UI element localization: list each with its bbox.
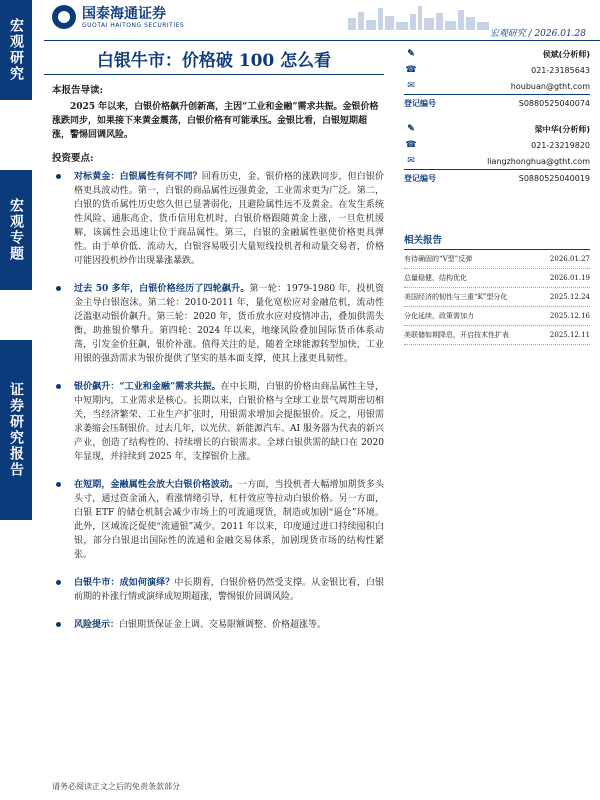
point-heading: 对标黄金：白银属性有何不同？	[74, 172, 202, 182]
related-report-date: 2026.01.27	[549, 255, 590, 263]
related-report-item[interactable]	[404, 250, 590, 269]
pen-icon: ✎	[407, 49, 415, 59]
related-reports	[404, 232, 590, 345]
bullet-dot-icon	[56, 286, 61, 291]
related-report-title: 分化延续，政策需加力	[404, 312, 474, 320]
sidebar-tag-securities-report: 证券研究报告	[0, 340, 32, 520]
point-item	[52, 282, 384, 366]
points-list	[52, 170, 384, 632]
point-heading: 过去 50 多年，白银价格经历了四轮飙升。	[74, 284, 250, 294]
city-skyline-icon	[344, 4, 494, 30]
logo-circle-icon	[52, 5, 76, 29]
point-item	[52, 618, 384, 632]
point-heading: 风险提示：	[74, 620, 120, 630]
point-text: 在中长期，白银的价格由商品属性主导，中短期内，工业需求是核心。长期以来，白银价格与全球工业景气周期密切相关，当经济繁荣、工业生产扩张时，用银需求增加会提振银价。反之，用银需求萎缩会压制银价。过去几年，以光伏、新能源汽车、AI 服务器为代表的新兴产业，创造了结构性的、持续增长的白银需求。全球白银供需的缺口在 2020 年显现，并持续到 2025 年，支撑银价上涨。	[74, 382, 384, 462]
phone-icon: ☎	[405, 140, 417, 150]
point-heading: 在短期，金融属性会放大白银价格波动。	[74, 480, 239, 490]
related-report-item[interactable]	[404, 269, 590, 288]
analyst-phone[interactable]: 021-23219820	[531, 140, 590, 150]
point-item	[52, 380, 384, 464]
related-report-item[interactable]	[404, 326, 590, 345]
registration-number: S0880525040074	[518, 98, 590, 108]
bullet-dot-icon	[56, 580, 61, 585]
analyst-panel	[404, 46, 590, 196]
pen-icon: ✎	[407, 124, 415, 134]
phone-icon: ☎	[405, 65, 417, 75]
bullet-dot-icon	[56, 174, 61, 179]
related-reports-title: 相关报告	[404, 232, 590, 250]
main-content	[52, 82, 384, 646]
points-label: 投资要点:	[52, 153, 94, 164]
point-text: 白银期货保证金上调、交易限额调整、价格超涨等。	[119, 620, 327, 630]
email-icon: ✉	[407, 81, 415, 91]
bullet-dot-icon	[56, 482, 61, 487]
bullet-dot-icon	[56, 622, 61, 627]
report-title: 白银牛市：价格破 100 怎么看	[96, 51, 332, 71]
header-divider	[44, 40, 600, 41]
analyst-name: 梁中华(分析师)	[534, 124, 590, 134]
related-report-title: 美联储如期降息，开启技术性扩表	[404, 331, 509, 339]
related-report-title: 美国经济的韧性与三重“K”型分化	[404, 293, 508, 301]
related-report-date: 2025.12.11	[549, 331, 590, 339]
sidebar-tag-macro-topic: 宏观专题	[0, 170, 32, 290]
title-divider	[44, 74, 384, 75]
registration-number: S0880525040019	[518, 173, 590, 183]
point-item	[52, 478, 384, 562]
related-report-item[interactable]	[404, 288, 590, 307]
sidebar	[0, 0, 32, 800]
point-text: 一方面，当投机者大幅增加期货多头头寸，通过资金涌入，看涨情绪引导，杠杆效应等拉动白银价格。另一方面，白银 ETF 的储仓机制会减少市场上的可流通现货，制造或加剧“逼仓”环境。此外，区域流泛促使“流通银”减少。2011 年以来，印度通过进口持续囤积白银，部分白银退出国际性的流通和金融交易体系，加剧现货市场的结构性紧张。	[74, 480, 384, 560]
point-heading: 银价飙升：“工业和金融”需求共振。	[74, 382, 221, 392]
point-heading: 白银牛市：成如何演绎？	[74, 578, 175, 588]
guide-text: 2025 年以来，白银价格飙升创新高，主因“工业和金融”需求共振。金银价格涨跌同步，如果接下来黄金震荡，白银价格有可能承压。金银比看，白银短期超涨，警惕回调风险。	[52, 102, 379, 140]
company-logo	[52, 5, 184, 29]
point-text: 中长期看，白银价格仍然受支撑。从金银比看，白银前期的补涨行情或演绎成短期超涨，警惕银价回调风险。	[74, 578, 384, 602]
logo-english-name: GUOTAI HAITONG SECURITIES	[82, 21, 185, 29]
registration-label: 登记编号	[404, 97, 436, 108]
registration-label: 登记编号	[404, 172, 436, 183]
logo-chinese-name: 国泰海通证券	[82, 5, 166, 22]
header	[44, 0, 600, 39]
guide-label: 本报告导读:	[52, 85, 104, 96]
analyst-name: 侯斌(分析师)	[542, 49, 590, 59]
point-text: 第一轮：1979-1980 年，投机资金主导白银泡沫。第二轮：2010-2011 年，量化宽松应对金融危机，流动性泛滥驱动银价飙升。第三轮：2020 年，货币放水应对疫情冲击，叠加供需失衡，助推银价攀升。第四轮：2024 年以来，地缘风险叠加国际货币体系动荡，引发金价狂飙，银价补涨。值得关注的是，随着全球能源转型加快，工业用银的强劲需求为银价提供了坚实的基本面支撑，使其上涨更具韧性。	[74, 284, 384, 364]
related-report-date: 2025.12.16	[549, 312, 590, 320]
point-item	[52, 576, 384, 604]
point-text: 回看历史，金、银价格的涨跌同步，但白银价格更具波动性。第一，白银的商品属性远强黄金，工业需求更为广泛。第二，白银的货币属性历史悠久但已显著弱化，且避险属性远不及黄金。在发生系统性风险、通胀高企、货币信用危机时，白银价格跟随黄金上涨，一旦危机缓解，该属性会迅速让位于商品属性。第三，白银的金融属性驱使价格更具弹性。由于单价低、流动大，白银容易吸引大量短线投机者和动量交易者，价格可能因投机炒作出现暴涨暴跌。	[74, 172, 384, 266]
email-icon: ✉	[407, 156, 415, 166]
disclaimer-footer: 请务必阅读正文之后的免责条款部分	[52, 782, 180, 791]
related-report-title: 总量稳健，结构优化	[404, 274, 467, 282]
related-report-date: 2026.01.19	[549, 274, 590, 282]
bullet-dot-icon	[56, 384, 61, 389]
point-item	[52, 170, 384, 268]
analyst-phone[interactable]: 021-23185643	[531, 65, 590, 75]
sidebar-tag-macro-research: 宏观研究	[0, 0, 32, 100]
analyst-card	[404, 46, 590, 111]
analyst-card	[404, 121, 590, 186]
related-report-item[interactable]	[404, 307, 590, 326]
header-section-date: 宏观研究 / 2026.01.28	[489, 29, 586, 39]
analyst-email[interactable]: liangzhonghua@gtht.com	[487, 156, 590, 166]
related-report-date: 2025.12.24	[549, 293, 590, 301]
related-report-title: 有待确固的“V型”反弹	[404, 255, 473, 263]
analyst-email[interactable]: houbuan@gtht.com	[510, 81, 590, 91]
